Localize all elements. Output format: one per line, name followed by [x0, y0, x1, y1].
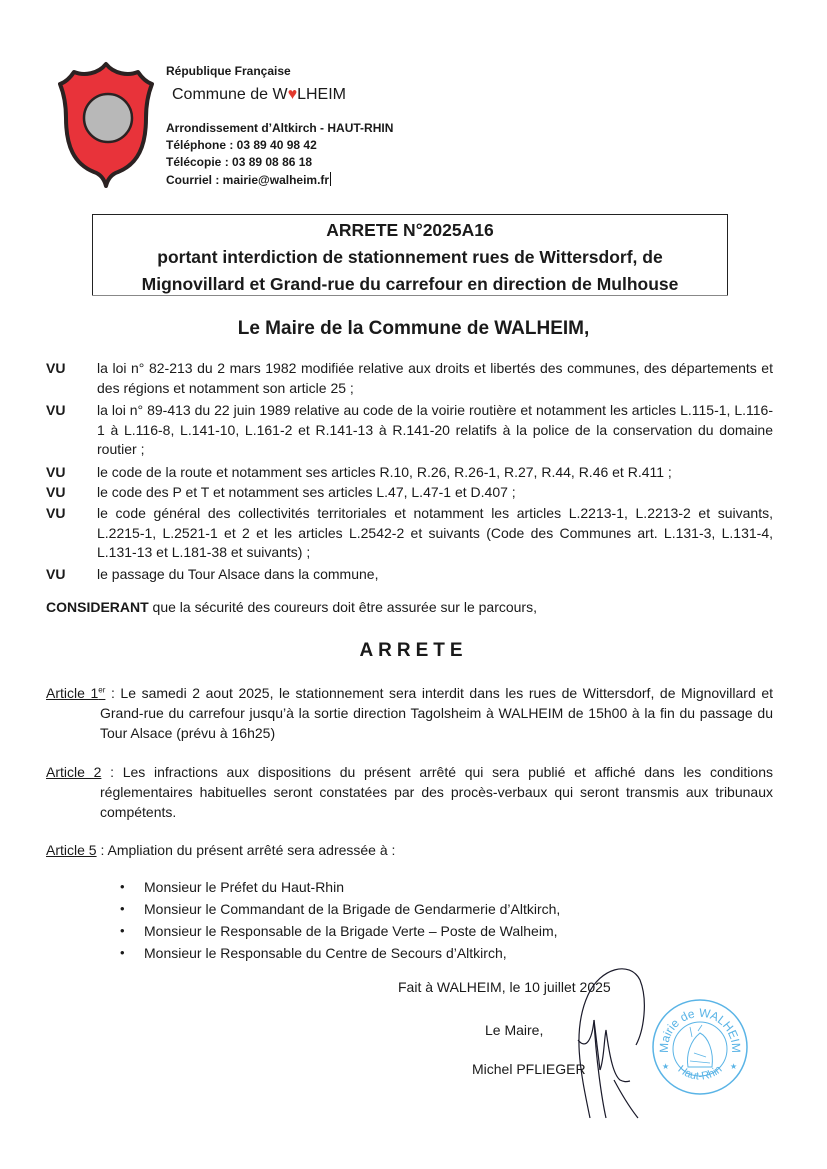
svg-text:★: ★ [730, 1062, 738, 1071]
article-2 [46, 762, 773, 822]
decree-title-box [92, 214, 728, 296]
signatory-role: Le Maire, [485, 1022, 544, 1038]
email-line [166, 172, 331, 187]
decree-number: ARRETE N°2025A16 [326, 220, 494, 240]
article-label: Article 1er [46, 685, 106, 701]
place-date: Fait à WALHEIM, le 10 juillet 2025 [398, 979, 611, 995]
recipient-item: • Monsieur le Responsable du Centre de Secours d’Altkirch, [118, 942, 560, 964]
vu-clause [46, 359, 773, 398]
decree-subject-line-1: portant interdiction de stationnement rues de Wittersdorf, de [157, 247, 663, 267]
article-separator: : [96, 842, 108, 858]
article-text: Ampliation du présent arrêté sera adressée à : [107, 842, 396, 858]
article-separator: : [105, 685, 121, 701]
decree-subject-line-2: Mignovillard et Grand-rue du carrefour en direction de Mulhouse [141, 274, 679, 294]
signatory-name: Michel PFLIEGER [472, 1061, 586, 1077]
recipient-item: • Monsieur le Commandant de la Brigade de Gendarmerie d’Altkirch, [118, 898, 560, 920]
vu-clause [46, 463, 773, 483]
vu-label: VU [46, 484, 66, 500]
vu-text: le code des P et T et notamment ses articles L.47, L.47-1 et D.407 ; [97, 484, 516, 500]
commune-name [172, 86, 346, 104]
article-label: Article 5 [46, 842, 97, 858]
arrondissement-label: Arrondissement d’Altkirch - HAUT-RHIN [166, 121, 394, 135]
svg-text:★: ★ [662, 1062, 670, 1071]
article-5 [46, 840, 773, 860]
article-1 [46, 683, 773, 743]
vu-label: VU [46, 505, 66, 521]
considerant-clause [46, 599, 537, 615]
telephone-label: Téléphone : 03 89 40 98 42 [166, 138, 317, 152]
recipient-item: • Monsieur le Responsable de la Brigade Verte – Poste de Walheim, [118, 920, 560, 942]
mayor-heading: Le Maire de la Commune de WALHEIM, [237, 318, 590, 339]
arrete-heading: ARRETE [359, 640, 468, 661]
considerant-label: CONSIDERANT [46, 599, 149, 615]
handwritten-signature-icon [560, 950, 650, 1120]
vu-text: le code de la route et notamment ses articles R.10, R.26, R.26-1, R.27, R.44, R.46 et R.411 ; [97, 464, 672, 480]
republic-label: République Française [166, 64, 291, 78]
vu-clause [46, 504, 773, 563]
vu-clause [46, 401, 773, 460]
commune-name-suffix: LHEIM [297, 86, 346, 103]
recipient-item: • Monsieur le Préfet du Haut-Rhin [118, 876, 560, 898]
vu-clause [46, 483, 773, 503]
text-cursor [330, 172, 331, 186]
article-text: Le samedi 2 aout 2025, le stationnement sera interdit dans les rues de Wittersdorf, de Mignovillard et Grand-rue du carrefour jusqu’à la sortie direction Tagolsheim à WALHEIM de 15h00 à la fin du passage du Tour Alsace (prévu à 16h25) [100, 685, 773, 741]
svg-text:Mairie de WALHEIM: Mairie de WALHEIM [656, 1005, 744, 1054]
svg-text:Haut-Rhin: Haut-Rhin [675, 1063, 725, 1083]
vu-clause [46, 565, 773, 585]
vu-label: VU [46, 566, 66, 582]
article-label: Article 2 [46, 764, 102, 780]
vu-text: le passage du Tour Alsace dans la commune, [97, 566, 379, 582]
official-stamp-icon [650, 997, 750, 1097]
recipients-list [118, 876, 560, 964]
article-separator: : [101, 764, 123, 780]
vu-label: VU [46, 464, 66, 480]
commune-name-prefix: Commune de W [172, 86, 288, 103]
vu-label: VU [46, 402, 66, 418]
vu-text: le code général des collectivités territoriales et notamment les articles L.2213-1, L.2213-2 et suivants, L.2215-1, L.2521-1 et 2 et les articles L.2542-2 et suivants (Code des Communes art. L.131-3, L.131-4, L.131-13 et L.181-38 et suivants) ; [97, 505, 773, 560]
commune-shield-logo-icon [58, 60, 154, 188]
email-label: Courriel : mairie@walheim.fr [166, 173, 330, 187]
vu-text: la loi n° 89-413 du 22 juin 1989 relative au code de la voirie routière et notamment les articles L.115-1, L.116-1 à L.116-8, L.141-10, L.161-2 et R.141-13 à R.141-20 relatifs à la police de la conservation du domaine routier ; [97, 402, 773, 457]
telecopie-label: Télécopie : 03 89 08 86 18 [166, 155, 313, 169]
article-text: Les infractions aux dispositions du présent arrêté qui sera publié et affiché dans les conditions réglementaires habituelles seront constatées par des procès-verbaux qui seront transmis aux tribunaux compétents. [100, 764, 773, 820]
vu-text: la loi n° 82-213 du 2 mars 1982 modifiée relative aux droits et libertés des communes, des départements et des régions et notamment son article 25 ; [97, 360, 773, 396]
pretzel-heart-icon: ♥ [287, 86, 298, 103]
vu-label: VU [46, 360, 66, 376]
considerant-text: que la sécurité des coureurs doit être assurée sur le parcours, [148, 599, 537, 615]
